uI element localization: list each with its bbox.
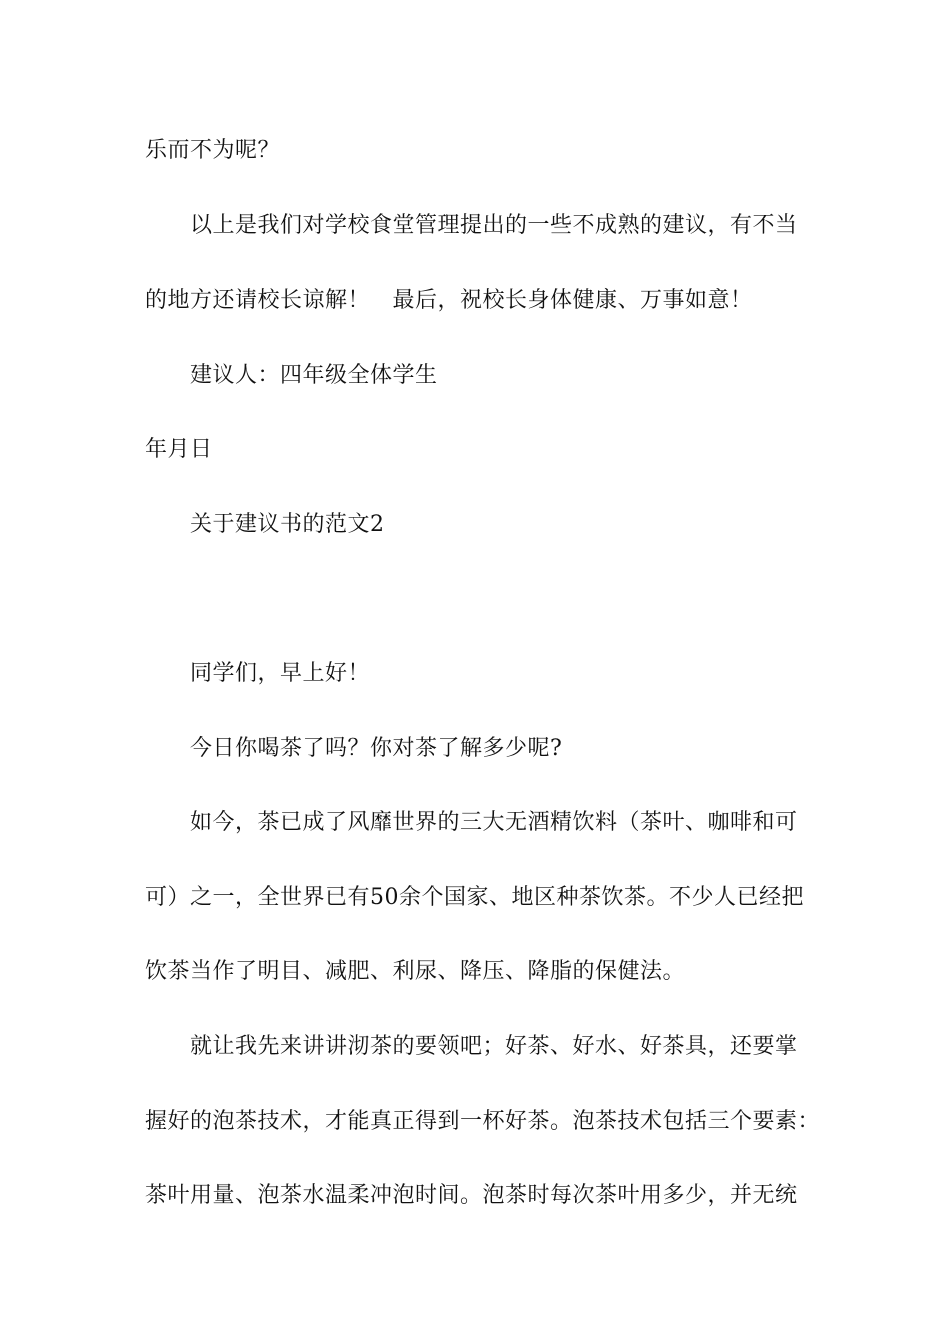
text-line: 同学们，早上好！ [190, 661, 371, 686]
text-line: 的地方还请校长谅解！ 最后，祝校长身体健康、万事如意！ [145, 288, 753, 313]
section-title: 关于建议书的范文2 [190, 512, 385, 537]
text-line: 如今，茶已成了风靡世界的三大无酒精饮料（茶叶、咖啡和可 [190, 810, 798, 835]
signature-line: 建议人：四年级全体学生 [190, 363, 438, 388]
text-line: 握好的泡茶技术，才能真正得到一杯好茶。泡茶技术包括三个要素： [145, 1109, 821, 1134]
text-line: 就让我先来讲讲沏茶的要领吧；好茶、好水、好茶具，还要掌 [190, 1034, 798, 1059]
text-line: 乐而不为呢？ [145, 138, 281, 163]
text-line: 以上是我们对学校食堂管理提出的一些不成熟的建议，有不当 [190, 213, 798, 238]
text-line: 饮茶当作了明目、减肥、利尿、降压、降脂的保健法。 [145, 959, 686, 984]
text-line: 可）之一，全世界已有50余个国家、地区种茶饮茶。不少人已经把 [145, 885, 804, 910]
text-line: 茶叶用量、泡茶水温柔冲泡时间。泡茶时每次茶叶用多少，并无统 [145, 1183, 798, 1208]
date-line: 年月日 [145, 437, 213, 462]
text-line: 今日你喝茶了吗？你对茶了解多少呢? [190, 736, 563, 761]
